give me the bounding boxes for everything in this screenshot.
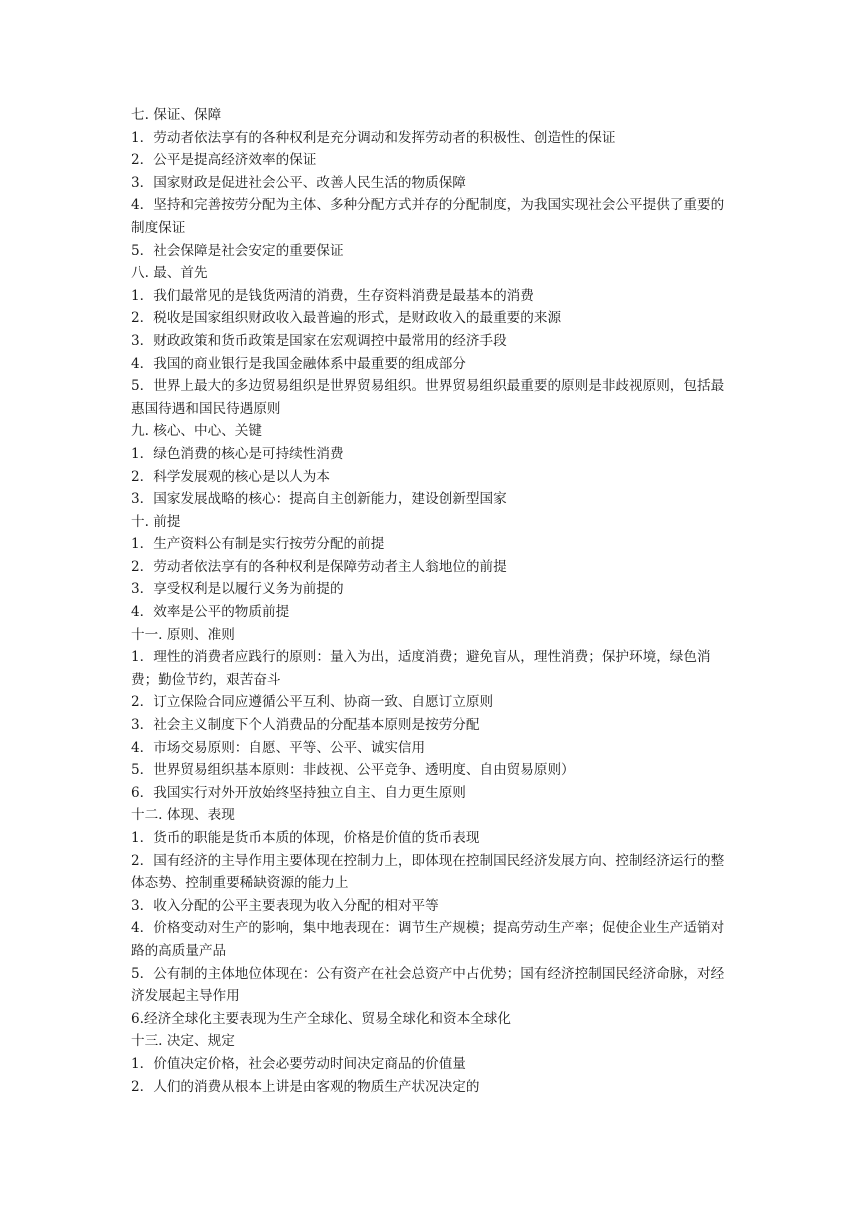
- list-item: 2．国有经济的主导作用主要体现在控制力上，即体现在控制国民经济发展方向、控制经济运行的整体态势、控制重要稀缺资源的能力上: [131, 852, 725, 892]
- list-item: 1．价值决定价格，社会必要劳动时间决定商品的价值量: [131, 1055, 466, 1072]
- list-item: 2．公平是提高经济效率的保证: [131, 152, 317, 169]
- list-item: 3．社会主义制度下个人消费品的分配基本原则是按劳分配: [131, 717, 480, 734]
- list-item: 1．生产资料公有制是实行按劳分配的前提: [131, 536, 385, 553]
- list-item: 1．货币的职能是货币本质的体现，价格是价值的货币表现: [131, 830, 480, 846]
- list-item: 3．收入分配的公平主要表现为收入分配的相对平等: [131, 897, 439, 914]
- list-item: 1．理性的消费者应践行的原则：量入为出，适度消费；避免盲从，理性消费；保护环境，绿色消费；勤俭节约，艰苦奋斗: [131, 649, 711, 688]
- section-heading-determine: 十三. 决定、规定: [131, 1033, 235, 1050]
- section-heading-premise: 十. 前提: [131, 513, 181, 530]
- list-item: 4．我国的商业银行是我国金融体系中最重要的组成部分: [131, 355, 466, 372]
- list-item: 5．世界贸易组织基本原则：非歧视、公平竞争、透明度、自由贸易原则）: [131, 762, 575, 779]
- list-item: 3．国家发展战略的核心：提高自主创新能力，建设创新型国家: [131, 491, 507, 508]
- list-item: 4．坚持和完善按劳分配为主体、多种分配方式并存的分配制度，为我国实现社会公平提供了重要的制度保证: [131, 197, 725, 236]
- section-heading-guarantee: 七. 保证、保障: [131, 107, 222, 123]
- document-body: [131, 104, 733, 1098]
- list-item: 6.经济全球化主要表现为生产全球化、贸易全球化和资本全球化: [131, 1010, 511, 1027]
- list-item: 3．财政政策和货币政策是国家在宏观调控中最常用的经济手段: [131, 332, 507, 349]
- list-item: 5．世界上最大的多边贸易组织是世界贸易组织。世界贸易组织最重要的原则是非歧视原则，包括最惠国待遇和国民待遇原则: [131, 378, 725, 417]
- section-heading-principle: 十一. 原则、准则: [131, 626, 235, 643]
- section-heading-manifestation: 十二. 体现、表现: [131, 807, 235, 824]
- list-item: 4．效率是公平的物质前提: [131, 604, 290, 621]
- list-item: 3．国家财政是促进社会公平、改善人民生活的物质保障: [131, 174, 466, 191]
- list-item: 2．科学发展观的核心是以人为本: [131, 468, 330, 485]
- list-item: 2．订立保险合同应遵循公平互利、协商一致、自愿订立原则: [131, 694, 494, 711]
- section-heading-core: 九. 核心、中心、关键: [131, 423, 262, 440]
- list-item: 2．人们的消费从根本上讲是由客观的物质生产状况决定的: [131, 1078, 480, 1095]
- list-item: 2．劳动者依法享有的各种权利是保障劳动者主人翁地位的前提: [131, 558, 507, 575]
- list-item: 4．市场交易原则：自愿、平等、公平、诚实信用: [131, 739, 426, 756]
- list-item: 1．劳动者依法享有的各种权利是充分调动和发挥劳动者的积极性、创造性的保证: [131, 129, 616, 146]
- list-item: 2．税收是国家组织财政收入最普遍的形式，是财政收入的最重要的来源: [131, 310, 562, 327]
- list-item: 4．价格变动对生产的影响，集中地表现在：调节生产规模；提高劳动生产率；促使企业生产适销对路的高质量产品: [131, 920, 725, 959]
- list-item: 6．我国实行对外开放始终坚持独立自主、自力更生原则: [131, 784, 466, 801]
- list-item: 3．享受权利是以履行义务为前提的: [131, 581, 344, 598]
- list-item: 1．绿色消费的核心是可持续性消费: [131, 445, 344, 462]
- list-item: 5．公有制的主体地位体现在：公有资产在社会总资产中占优势；国有经济控制国民经济命脉，对经济发展起主导作用: [131, 965, 725, 1005]
- section-heading-most-first: 八. 最、首先: [131, 265, 208, 282]
- list-item: 5．社会保障是社会安定的重要保证: [131, 242, 344, 259]
- list-item: 1．我们最常见的是钱货两清的消费，生存资料消费是最基本的消费: [131, 287, 534, 304]
